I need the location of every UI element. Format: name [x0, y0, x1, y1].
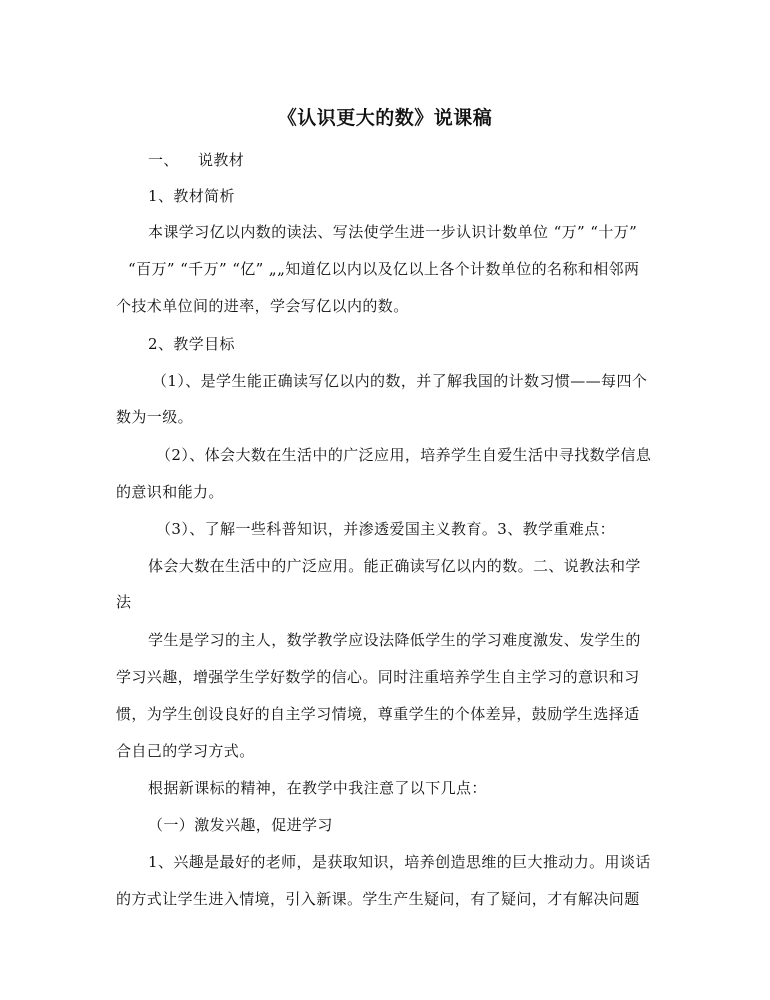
goal-line: 数为一级。 [116, 408, 194, 426]
paragraph-line: 的方式让学生进入情境，引入新课。学生产生疑问，有了疑问，才有解决问题 [116, 890, 640, 908]
section-heading-teaching-material [148, 150, 244, 170]
paragraph-line: 合自己的学习方式。 [116, 742, 255, 760]
section-number: 一、 [148, 151, 179, 169]
paragraph-line: 学习兴趣，增强学生学好数学的信心。同时注重培养学生自主学习的意识和习 [116, 668, 640, 686]
paragraph-line: 根据新课标的精神，在教学中我注意了以下几点： [148, 779, 487, 797]
paragraph-line: 体会大数在生活中的广泛应用。能正确读写亿以内的数。二、说教法和学 [148, 557, 641, 575]
subheading-stimulate-interest: （一）激发兴趣，促进学习 [148, 816, 333, 834]
section-heading-text: 说教材 [198, 151, 245, 169]
goal-line: （2）、体会大数在生活中的广泛应用，培养学生自爱生活中寻找数学信息 [156, 446, 652, 464]
document-title: 《认识更大的数》说课稿 [277, 107, 493, 129]
paragraph-line: 1、兴趣是最好的老师，是获取知识，培养创造思维的巨大推动力。用谈话 [148, 853, 651, 871]
paragraph-line: 学生是学习的主人，数学教学应设法降低学生的学习难度激发、发学生的 [148, 631, 641, 649]
goal-line: （3）、了解一些科普知识，并渗透爱国主义教育。3、教学重难点： [156, 520, 615, 538]
subheading-teaching-goals: 2、教学目标 [148, 335, 235, 353]
paragraph-line: 个技术单位间的进率，学会写亿以内的数。 [116, 297, 409, 315]
paragraph-line: “百万” “千万” “亿” „„知道亿以内以及亿以上各个计数单位的名称和相邻两 [128, 260, 640, 278]
subheading-material-analysis: 1、教材简析 [148, 187, 235, 205]
goal-line: （1）、是学生能正确读写亿以内的数，并了解我国的计数习惯——每四个 [152, 372, 648, 390]
paragraph-line: 本课学习亿以内数的读法、写法使学生进一步认识计数单位 “万” “十万” [148, 223, 638, 241]
paragraph-line: 惯，为学生创设良好的自主学习情境，尊重学生的个体差异，鼓励学生选择适 [116, 705, 640, 723]
goal-line: 的意识和能力。 [116, 483, 224, 501]
paragraph-line: 法 [116, 593, 132, 611]
